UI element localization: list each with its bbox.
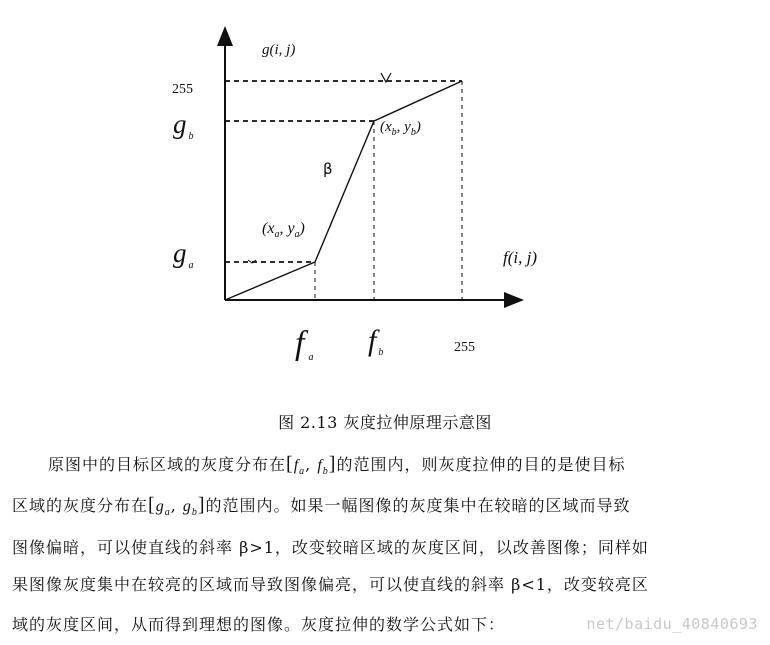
bracket-open: [: [286, 453, 294, 475]
bracket-close: ]: [328, 453, 337, 475]
math-fb: $f_b$: [317, 457, 329, 478]
x-tick-fb: fb: [368, 324, 384, 358]
paragraph-line-4: 果图像灰度集中在较亮的区域而导致图像偏亮，可以使直线的斜率 β<1，改变较亮区: [12, 575, 649, 594]
watermark-text: net/baidu_40840693: [586, 615, 758, 633]
paragraph-line-5: 域的灰度区间，从而得到理想的图像。灰度拉伸的数学公式如下：: [12, 615, 506, 634]
math-gb: $g_b$: [182, 498, 198, 519]
x-axis-label: f(i, j): [503, 248, 537, 267]
x-tick-fa: fa: [295, 325, 314, 363]
slope-beta-label: β: [323, 160, 333, 178]
point-b-label: ($x_b$, $y_b$): [380, 119, 421, 138]
point-a-label: ($x_a$, $y_a$): [262, 220, 305, 240]
bracket-open: [: [148, 494, 156, 516]
paragraph-line-2: 区域的灰度分布在[$g_a$, $g_b$]的范围内。如果一幅图像的灰度集中在较暗的区域而导致: [12, 494, 631, 519]
line2-text-a: 区域的灰度分布在: [12, 496, 149, 515]
math-ga: $g_a$: [155, 498, 171, 519]
line1-text-a: 原图中的目标区域的灰度分布在: [48, 455, 287, 474]
y-axis-label: g(i, j): [262, 42, 296, 58]
stretch-curve: [225, 81, 462, 300]
figure-caption: 图 2.13 灰度拉伸原理示意图: [278, 413, 492, 432]
line1-text-b: 的范围内，则灰度拉伸的目的是使目标: [336, 455, 626, 474]
y-tick-ga: g $_a$: [173, 238, 194, 271]
y-tick-gb: g $_b$: [173, 109, 194, 142]
bracket-close: ]: [197, 494, 206, 516]
x-tick-255: 255: [454, 340, 475, 355]
math-fa: $f_a$: [293, 457, 306, 478]
y-tick-255: 255: [172, 82, 193, 97]
paragraph-line-1: 原图中的目标区域的灰度分布在[$f_a$, $f_b$]的范围内，则灰度拉伸的目的是使目标: [48, 453, 626, 478]
line2-text-b: 的范围内。如果一幅图像的灰度集中在较暗的区域而导致: [205, 496, 631, 515]
paragraph-line-3: 图像偏暗，可以使直线的斜率 β>1，改变较暗区域的灰度区间，以改善图像；同样如: [12, 538, 649, 557]
